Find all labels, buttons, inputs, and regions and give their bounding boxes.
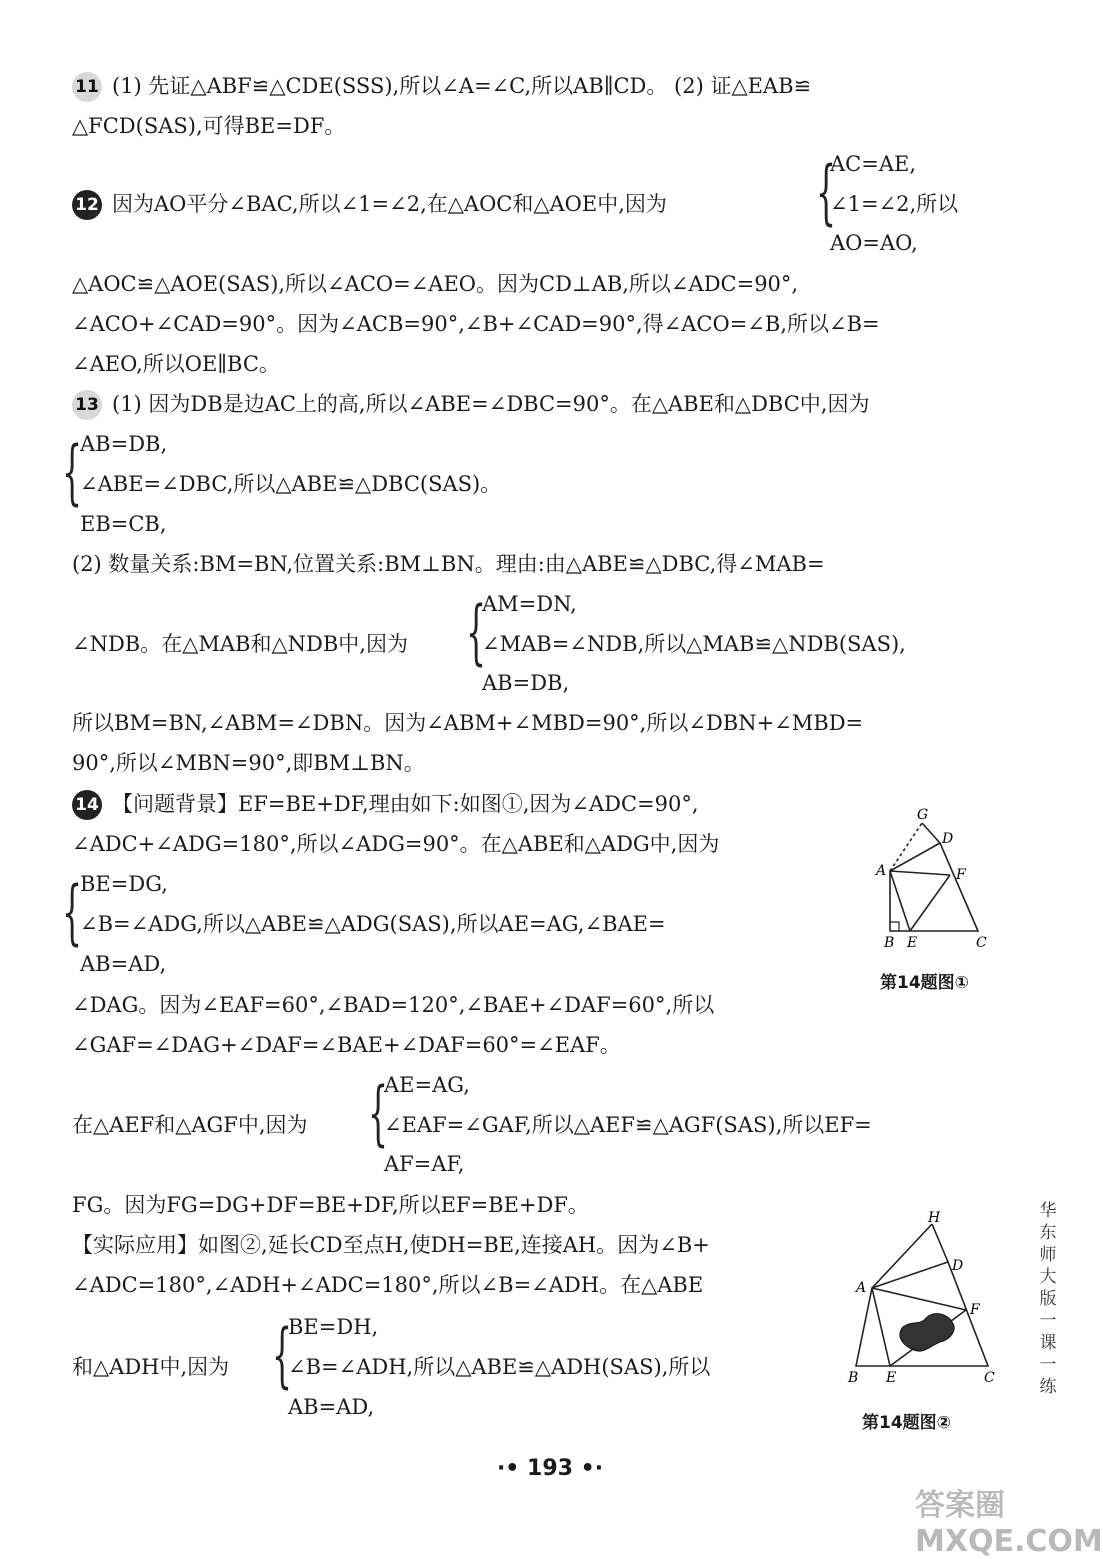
problem-12-number: 12 [72, 190, 102, 220]
p14-line6: 【实际应用】如图②,延长CD至点H,使DH=BE,连接AH。因为∠B+ [72, 1233, 710, 1257]
page-dots-right-icon: •· [572, 1456, 604, 1481]
fig2-line-hd [932, 1224, 948, 1262]
p13-line1: (1) 因为DB是边AC上的高,所以∠ABE=∠DBC=90°。在△ABE和△DBC中,因为 [112, 392, 870, 416]
fig1-line-ef [910, 875, 950, 931]
problem-11-number: 11 [72, 72, 102, 102]
p14-line7: ∠ADC=180°,∠ADH+∠ADC=180°,所以∠B=∠ADH。在△ABE [72, 1273, 704, 1297]
p12-main: 因为AO平分∠BAC,所以∠1=∠2,在△AOC和△AOE中,因为 [112, 192, 667, 216]
page-dots-left-icon: ·• [496, 1456, 528, 1481]
p14-brace2-b: ∠EAF=∠GAF,所以△AEF≌△AGF(SAS),所以EF= [384, 1113, 872, 1137]
p14-line4: ∠GAF=∠DAG+∠DAF=∠BAE+∠DAF=60°=∠EAF。 [72, 1033, 621, 1057]
figure-14-1 [870, 805, 1000, 950]
p14-brace-b: ∠B=∠ADG,所以△ABE≌△ADG(SAS),所以AE=AG,∠BAE= [80, 912, 666, 936]
fig1-quadrilateral [890, 843, 978, 931]
p14-brace3-c: AB=AD, [288, 1395, 375, 1419]
side-series-text: 华东师大版一课一练 [1039, 1201, 1057, 1397]
fig1-line-gd [922, 823, 940, 843]
p14-line2: ∠ADC+∠ADG=180°,所以∠ADG=90°。在△ABE和△ADG中,因为 [72, 832, 720, 856]
p13-brace-c: EB=CB, [80, 512, 167, 536]
fig2-label-d: D [952, 1258, 964, 1274]
p14-line1: 【问题背景】EF=BE+DF,理由如下:如图①,因为∠ADC=90°, [112, 792, 699, 816]
fig2-caption: 第14题图② [862, 1413, 952, 1433]
p12-brace-c: AO=AO, [830, 231, 918, 255]
fig1-label-e: E [907, 935, 918, 951]
p12-brace: { [816, 151, 837, 233]
fig1-caption: 第14题图① [880, 973, 970, 993]
p14-brace2: { [368, 1072, 389, 1154]
p13-main2: ∠NDB。在△MAB和△NDB中,因为 [72, 632, 408, 656]
problem-13-number: 13 [72, 390, 102, 420]
fig1-line-af [890, 871, 950, 875]
figure-14-2 [840, 1210, 1010, 1390]
p13-brace: { [62, 431, 83, 513]
page-number [480, 1456, 620, 1481]
p14-main3: 和△ADH中,因为 [72, 1355, 230, 1379]
fig1-right-angle-mark [890, 922, 899, 931]
p14-brace2-c: AF=AF, [384, 1152, 465, 1176]
p12-brace-b: ∠1=∠2,所以 [830, 192, 959, 216]
fig2-ink-smudge [900, 1314, 954, 1351]
fig2-label-h: H [928, 1210, 941, 1226]
p13-brace2-a: AM=DN, [482, 592, 577, 616]
p13-brace2-b: ∠MAB=∠NDB,所以△MAB≌△NDB(SAS), [482, 632, 906, 656]
p14-brace: { [62, 871, 83, 953]
p11-line2: △FCD(SAS),可得BE=DF。 [72, 114, 346, 138]
p13-brace2: { [466, 591, 487, 673]
p12-line3: △AOC≌△AOE(SAS),所以∠ACO=∠AEO。因为CD⊥AB,所以∠ADC=90°, [72, 272, 799, 296]
p13-brace2-c: AB=DB, [482, 671, 570, 695]
fig1-label-g: G [917, 807, 929, 823]
p14-line5: FG。因为FG=DG+DF=BE+DF,所以EF=BE+DF。 [72, 1193, 589, 1217]
p13-brace-b: ∠ABE=∠DBC,所以△ABE≌△DBC(SAS)。 [80, 472, 502, 496]
p13-line4: 90°,所以∠MBN=90°,即BM⊥BN。 [72, 751, 425, 775]
p14-brace2-a: AE=AG, [384, 1073, 470, 1097]
p12-line5: ∠AEO,所以OE∥BC。 [72, 352, 280, 376]
fig2-label-f: F [970, 1302, 980, 1318]
p14-brace3-a: BE=DH, [288, 1315, 379, 1339]
fig2-line-ae [872, 1288, 890, 1366]
fig2-label-c: C [984, 1370, 995, 1386]
p13-brace-a: AB=DB, [80, 432, 168, 456]
p14-main2: 在△AEF和△AGF中,因为 [72, 1113, 308, 1137]
p14-brace3: { [272, 1314, 293, 1396]
fig1-line-ag [890, 823, 922, 871]
p12-brace-a: AC=AE, [830, 152, 916, 176]
fig1-label-a: A [876, 863, 887, 879]
p11-line1: (1) 先证△ABF≌△CDE(SSS),所以∠A=∠C,所以AB∥CD。 (2) 证△EAB≌ [112, 74, 812, 98]
fig2-label-e: E [886, 1370, 897, 1386]
fig2-label-a: A [856, 1280, 867, 1296]
fig2-label-b: B [848, 1370, 859, 1386]
fig1-label-d: D [942, 831, 954, 847]
page-number-value: 193 [527, 1456, 573, 1481]
p13-line2: (2) 数量关系:BM=BN,位置关系:BM⊥BN。理由:由△ABE≌△DBC,得∠MAB= [72, 552, 825, 576]
p14-brace-c: AB=AD, [80, 952, 167, 976]
p13-line3: 所以BM=BN,∠ABM=∠DBN。因为∠ABM+∠MBD=90°,所以∠DBN+∠MBD= [72, 711, 864, 735]
p14-line3: ∠DAG。因为∠EAF=60°,∠BAD=120°,∠BAE+∠DAF=60°,所以 [72, 993, 715, 1017]
p12-line4: ∠ACO+∠CAD=90°。因为∠ACB=90°,∠B+∠CAD=90°,得∠ACO=∠B,所以∠B= [72, 312, 880, 336]
fig2-line-af [872, 1288, 966, 1310]
fig1-label-c: C [976, 935, 987, 951]
fig1-label-b: B [884, 935, 895, 951]
fig1-label-f: F [956, 867, 966, 883]
p14-brace-a: BE=DG, [80, 872, 168, 896]
p14-brace3-b: ∠B=∠ADH,所以△ABE≌△ADH(SAS),所以 [288, 1355, 711, 1379]
problem-14-number: 14 [72, 790, 102, 820]
watermark: 答案圈 MXQE.COM [915, 1488, 1103, 1559]
